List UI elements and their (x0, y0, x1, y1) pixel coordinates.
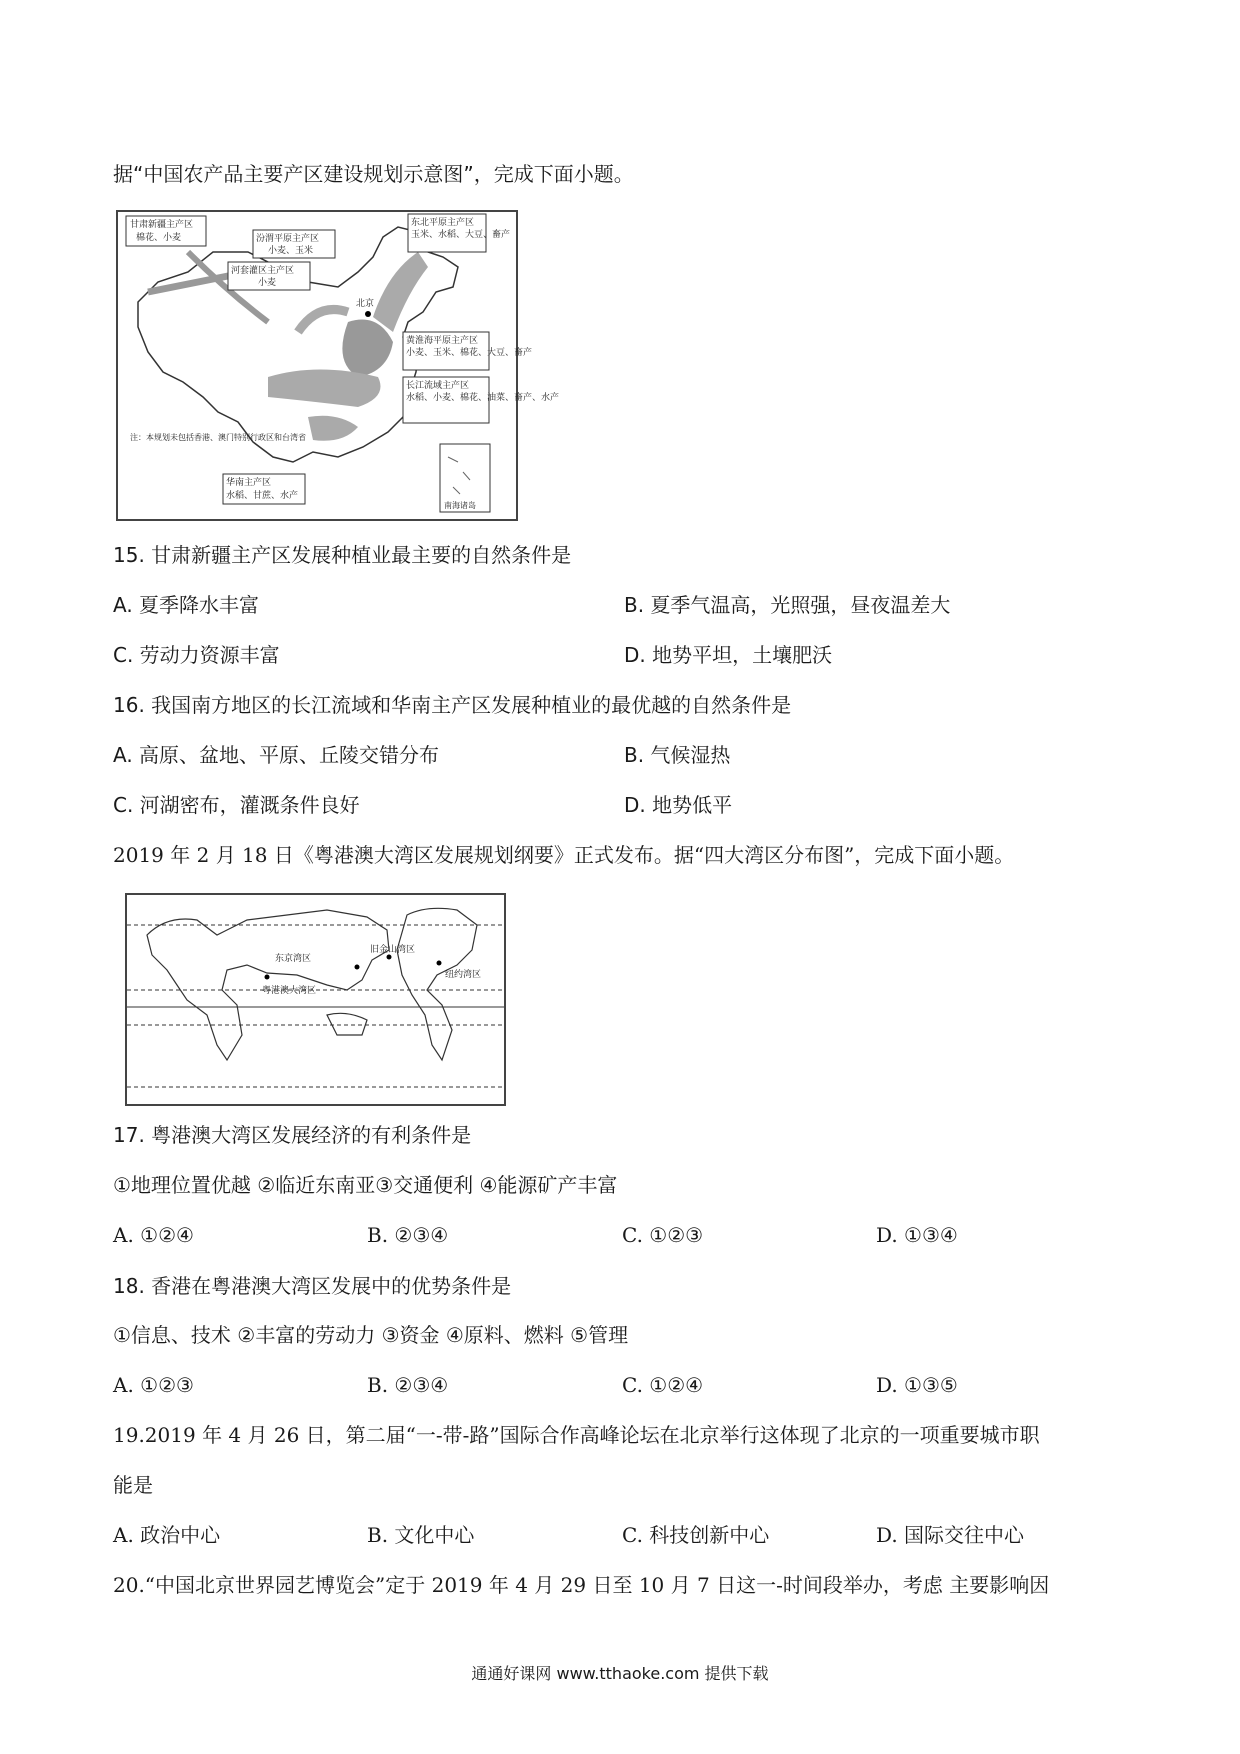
q19-option-a[interactable]: A. 政治中心 (113, 1523, 221, 1547)
q16-option-b[interactable]: B. 气候湿热 (624, 743, 731, 767)
intro-text-1: 据“中国农产品主要产区建设规划示意图”，完成下面小题。 (113, 162, 634, 186)
q18-option-a[interactable]: A. ①②③ (113, 1373, 194, 1397)
australia-outline (327, 1013, 367, 1035)
page-footer: 通通好课网 www.tthaoke.com 提供下载 (471, 1664, 769, 1683)
q17-statements: ①地理位置优越 ②临近东南亚③交通便利 ④能源矿产丰富 (113, 1173, 618, 1197)
label-fenwei (253, 230, 335, 258)
svg-text:华南主产区: 华南主产区 (226, 478, 272, 488)
svg-text:汾渭平原主产区: 汾渭平原主产区 (256, 234, 320, 244)
q15-option-c[interactable]: C. 劳动力资源丰富 (113, 643, 280, 667)
q17-option-a[interactable]: A. ①②④ (113, 1223, 194, 1247)
svg-text:甘肃新疆主产区: 甘肃新疆主产区 (130, 220, 194, 230)
label-gansu-xinjiang (126, 216, 206, 246)
americas-outline (397, 908, 477, 1060)
label-hetao (228, 262, 310, 290)
svg-text:河套灌区主产区: 河套灌区主产区 (231, 266, 295, 276)
svg-text:黄淮海平原主产区: 黄淮海平原主产区 (406, 336, 479, 346)
san-francisco-marker (387, 955, 392, 960)
world-map-svg (127, 895, 504, 1104)
q18-option-d[interactable]: D. ①③⑤ (876, 1373, 958, 1397)
q15-stem: 15. 甘肃新疆主产区发展种植业最主要的自然条件是 (113, 543, 572, 567)
q19-option-d[interactable]: D. 国际交往中心 (876, 1523, 1025, 1547)
label-huanghuaihai (403, 332, 532, 370)
q16-option-d[interactable]: D. 地势低平 (624, 793, 733, 817)
world-bay-areas-map (125, 893, 506, 1106)
q18-statements: ①信息、技术 ②丰富的劳动力 ③资金 ④原料、燃料 ⑤管理 (113, 1323, 629, 1347)
label-south (223, 474, 305, 504)
svg-text:棉花、小麦: 棉花、小麦 (136, 233, 182, 243)
china-map-svg (118, 212, 560, 519)
q16-stem: 16. 我国南方地区的长江流域和华南主产区发展种植业的最优越的自然条件是 (113, 693, 792, 717)
q15-option-a[interactable]: A. 夏季降水丰富 (113, 593, 260, 617)
q20-stem-line-1: 20.“中国北京世界园艺博览会”定于 2019 年 4 月 29 日至 10 月 7 日这一-时间段举办，考虑 主要影响因 (113, 1573, 1050, 1597)
new-york-marker (437, 961, 442, 966)
south-china-sea-inset (440, 444, 490, 512)
q19-option-b[interactable]: B. 文化中心 (367, 1523, 475, 1547)
map-note: 注：本规划未包括香港、澳门特别行政区和台湾省 (130, 433, 306, 442)
svg-text:水稻、小麦、棉花、油菜、畜产、水产: 水稻、小麦、棉花、油菜、畜产、水产 (406, 393, 560, 403)
svg-text:小麦、玉米、棉花、大豆、畜产: 小麦、玉米、棉花、大豆、畜产 (406, 348, 533, 358)
q17-stem: 17. 粤港澳大湾区发展经济的有利条件是 (113, 1123, 472, 1147)
q17-option-c[interactable]: C. ①②③ (622, 1223, 704, 1247)
q17-option-d[interactable]: D. ①③④ (876, 1223, 958, 1247)
q16-option-c[interactable]: C. 河湖密布，灌溉条件良好 (113, 793, 360, 817)
label-tokyo-bay: 东京湾区 (275, 954, 312, 964)
label-northeast (408, 214, 510, 252)
q18-stem: 18. 香港在粤港澳大湾区发展中的优势条件是 (113, 1274, 512, 1298)
intro-text-2: 2019 年 2 月 18 日《粤港澳大湾区发展规划纲要》正式发布。据“四大湾区分布图”，完成下面小题。 (113, 843, 1015, 867)
label-new-york-bay: 纽约湾区 (445, 970, 482, 980)
q17-option-b[interactable]: B. ②③④ (367, 1223, 449, 1247)
q18-option-b[interactable]: B. ②③④ (367, 1373, 449, 1397)
q15-option-d[interactable]: D. 地势平坦，土壤肥沃 (624, 643, 833, 667)
china-agriculture-map (116, 210, 560, 521)
svg-text:南海诸岛: 南海诸岛 (444, 501, 476, 510)
q19-option-c[interactable]: C. 科技创新中心 (622, 1523, 770, 1547)
tokyo-marker (355, 965, 360, 970)
beijing-marker (365, 311, 371, 317)
svg-text:小麦: 小麦 (258, 278, 277, 288)
beijing-label: 北京 (356, 299, 375, 309)
q16-option-a[interactable]: A. 高原、盆地、平原、丘陵交错分布 (113, 743, 440, 767)
guangdong-marker (265, 975, 270, 980)
q15-option-b[interactable]: B. 夏季气温高，光照强，昼夜温差大 (624, 593, 951, 617)
label-san-francisco-bay: 旧金山湾区 (370, 945, 416, 955)
q19-stem-line-1: 19.2019 年 4 月 26 日，第二届“一-带-路”国际合作高峰论坛在北京举行这体现了北京的一项重要城市职 (113, 1423, 1040, 1447)
svg-text:水稻、甘蔗、水产: 水稻、甘蔗、水产 (226, 491, 299, 501)
svg-text:长江流域主产区: 长江流域主产区 (406, 381, 470, 391)
eurasia-africa-outline (147, 910, 389, 1060)
svg-text:东北平原主产区: 东北平原主产区 (411, 218, 475, 228)
svg-text:小麦、玉米: 小麦、玉米 (268, 246, 314, 256)
q19-stem-line-2: 能是 (113, 1473, 153, 1497)
svg-text:玉米、水稻、大豆、畜产: 玉米、水稻、大豆、畜产 (411, 230, 511, 240)
label-gba-bay: 粤港澳大湾区 (262, 986, 317, 996)
label-yangtze (403, 377, 559, 423)
q18-option-c[interactable]: C. ①②④ (622, 1373, 704, 1397)
